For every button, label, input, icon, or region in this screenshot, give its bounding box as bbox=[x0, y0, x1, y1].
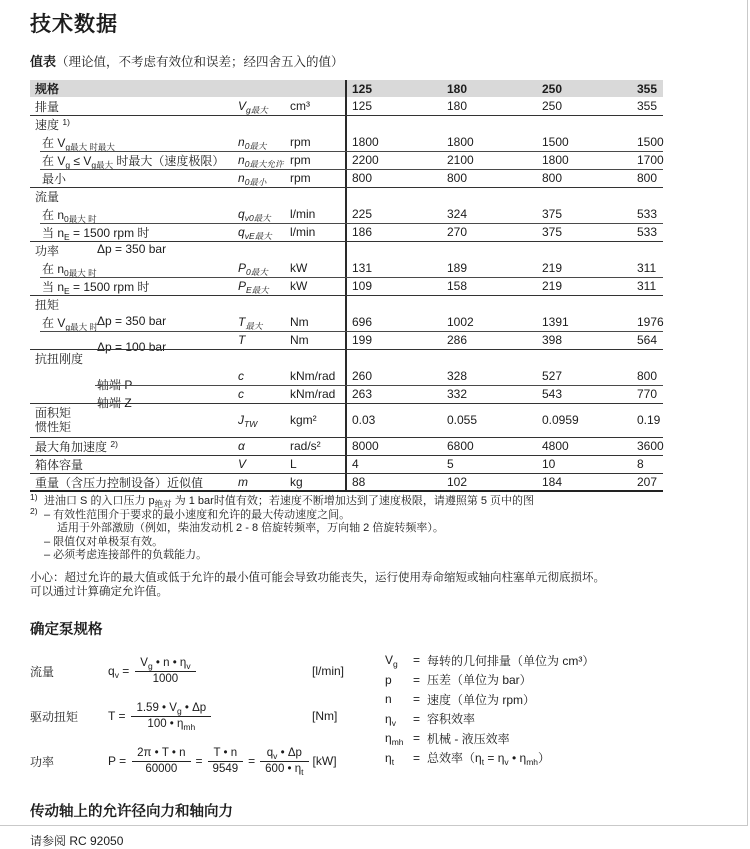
table-section-power bbox=[30, 241, 663, 259]
row-value: 696 bbox=[352, 315, 373, 329]
row-label: 最大角加速度 $^{2)}$ bbox=[35, 438, 118, 454]
row-unit: kW bbox=[290, 279, 308, 293]
row-label: 在 $V_{g最大 时}$ Δp = 350 bar bbox=[42, 313, 167, 332]
table-section-torsional-stiffness bbox=[30, 349, 663, 367]
forces-heading: 传动轴上的允许径向力和轴向力 bbox=[30, 803, 233, 820]
row-value: 564 bbox=[637, 333, 658, 347]
row-symbol: $n_{0最大允许}$ bbox=[238, 153, 284, 169]
table-row-speed-limit bbox=[30, 151, 663, 169]
table-row-displacement bbox=[30, 97, 663, 115]
row-label: 在 $n_{0最大 时}$ bbox=[42, 261, 97, 278]
formula-torque bbox=[30, 694, 385, 739]
formula-column bbox=[30, 649, 385, 784]
legend-row-eta-v: $\eta_v$ = 容积效率 bbox=[385, 711, 476, 728]
footnote-2-line: 适用于外部激励（例如，柴油发动机 2 - 8 倍旋转频率，万向轴 2 倍旋转频率）。 bbox=[57, 522, 444, 534]
row-unit: kg bbox=[290, 475, 303, 489]
row-value: 199 bbox=[352, 333, 373, 347]
row-value: 375 bbox=[542, 225, 563, 239]
row-value: 398 bbox=[542, 333, 563, 347]
row-value: 109 bbox=[352, 279, 373, 293]
row-unit: rad/s² bbox=[290, 439, 321, 453]
row-value: 158 bbox=[447, 279, 468, 293]
table-section-speed bbox=[30, 115, 663, 133]
section-label: 功率 Δp = 350 bar bbox=[35, 241, 167, 258]
section-label: 扭矩 bbox=[35, 297, 60, 312]
formula-flow-unit: [l/min] bbox=[312, 664, 345, 678]
table-row-speed-min bbox=[30, 169, 663, 187]
row-value: 375 bbox=[542, 207, 563, 221]
row-unit: Nm bbox=[290, 333, 309, 347]
footnote-2 bbox=[30, 505, 720, 563]
row-label: 箱体容量 bbox=[35, 457, 84, 472]
row-value: 4800 bbox=[542, 439, 569, 453]
row-value: 131 bbox=[352, 261, 373, 275]
row-value: 1002 bbox=[447, 315, 474, 329]
row-symbol: $q_{v0最大}$ bbox=[238, 207, 271, 223]
table-row-torque-100bar bbox=[30, 331, 663, 354]
row-value: 88 bbox=[352, 475, 366, 489]
row-symbol: c bbox=[238, 387, 244, 401]
row-value: 1391 bbox=[542, 315, 569, 329]
row-value: 8 bbox=[637, 457, 644, 471]
row-value: 1500 bbox=[637, 135, 664, 149]
row-value: 355 bbox=[637, 99, 658, 113]
footnote-1 bbox=[30, 492, 720, 509]
row-value: 186 bbox=[352, 225, 373, 239]
row-value: 10 bbox=[542, 457, 556, 471]
row-symbol: $P_{E最大}$ bbox=[238, 279, 269, 295]
row-value: 1800 bbox=[352, 135, 379, 149]
header-size-355: 355 bbox=[637, 81, 658, 96]
row-sublabel: Δp = 350 bar bbox=[97, 313, 167, 328]
formula-power-lhs: P = bbox=[108, 754, 127, 768]
formula-flow bbox=[30, 649, 385, 694]
table-row-weight bbox=[30, 473, 663, 491]
row-symbol: V bbox=[238, 457, 247, 471]
row-symbol: m bbox=[238, 475, 248, 489]
row-value: 1800 bbox=[542, 153, 569, 167]
header-size-125: 125 bbox=[352, 81, 373, 96]
formula-torque-fraction: $\frac{1.59 • V_g • \Delta p}{100 • \eta_{mh}}$ bbox=[131, 701, 211, 732]
forces-reference: 请参阅 RC 92050 bbox=[30, 833, 124, 848]
formula-torque-unit: [Nm] bbox=[312, 709, 338, 723]
header-label: 规格 bbox=[35, 82, 60, 96]
legend-row-n: n = 速度（单位为 rpm） bbox=[385, 692, 536, 707]
row-unit: kW bbox=[290, 261, 308, 275]
header-size-250: 250 bbox=[542, 81, 563, 96]
row-value: 0.19 bbox=[637, 413, 661, 427]
row-value: 4 bbox=[352, 457, 359, 471]
table-row-flow-at-1500 bbox=[30, 223, 663, 241]
row-value: 770 bbox=[637, 387, 658, 401]
row-value: 0.055 bbox=[447, 413, 478, 427]
table-row-flow-at-nmax bbox=[30, 205, 663, 223]
row-unit: cm³ bbox=[290, 99, 310, 113]
table-caption-rest: （理论值，不考虑有效位和误差；经四舍五入的值） bbox=[56, 55, 344, 69]
table-row-angular-acceleration bbox=[30, 437, 663, 455]
row-sublabel: 轴端 Z bbox=[97, 396, 132, 410]
row-unit: l/min bbox=[290, 207, 316, 221]
table-row-speed-max bbox=[30, 133, 663, 151]
page-title: 技术数据 bbox=[30, 13, 118, 36]
row-label: 最小 bbox=[42, 171, 67, 186]
row-value: 250 bbox=[542, 99, 563, 113]
row-value: 219 bbox=[542, 261, 563, 275]
legend-row-eta-t: $\eta_t$ = 总效率（$\eta_t = \eta_v$ • $\eta_{mh}$） bbox=[385, 750, 551, 768]
row-value: 800 bbox=[637, 171, 658, 185]
section-label: 流量 bbox=[35, 189, 60, 204]
row-label: 在 $n_{0最大 时}$ bbox=[42, 207, 97, 224]
table-section-torque bbox=[30, 295, 663, 313]
legend-row-eta-mh: $\eta_{mh}$ = 机械 - 液压效率 bbox=[385, 731, 510, 748]
row-label: 面积矩 惯性矩 bbox=[35, 406, 72, 434]
table-row-power-at-1500 bbox=[30, 277, 663, 295]
table-row-case-volume bbox=[30, 455, 663, 473]
section-label: 速度 $^{1)}$ bbox=[35, 116, 70, 132]
row-value: 3600 bbox=[637, 439, 664, 453]
row-symbol: $n_{0最大}$ bbox=[238, 135, 267, 151]
spec-table bbox=[30, 80, 663, 491]
formula-flow-label: 流量 bbox=[30, 664, 55, 679]
row-value: 184 bbox=[542, 475, 563, 489]
row-value: 180 bbox=[447, 99, 468, 113]
formula-power-label: 功率 bbox=[30, 754, 55, 769]
row-label: 在 $V_g \le V_{g最大}$ 时最大（速度极限） bbox=[42, 153, 225, 170]
row-label: 重量（含压力控制设备）近似值 bbox=[35, 475, 204, 490]
formula-torque-label: 驱动扭矩 bbox=[30, 709, 79, 724]
row-value: 543 bbox=[542, 387, 563, 401]
row-sublabel: 轴端 P bbox=[97, 378, 133, 392]
row-value: 800 bbox=[637, 369, 658, 383]
row-symbol: $T_{最大}$ bbox=[238, 315, 263, 331]
row-value: 6800 bbox=[447, 439, 474, 453]
formula-power-fraction-3: $\frac{q_v • \Delta p}{600 • \eta_t}$ bbox=[260, 746, 308, 777]
row-symbol: $n_{0最小}$ bbox=[238, 171, 267, 187]
row-value: 5 bbox=[447, 457, 454, 471]
row-label: 当 $n_E = 1500$ rpm 时 bbox=[42, 225, 150, 242]
table-caption-bold: 值表 bbox=[30, 54, 57, 69]
row-sublabel: Δp = 100 bar bbox=[97, 340, 167, 354]
row-value: 2200 bbox=[352, 153, 379, 167]
section-sublabel: Δp = 350 bar bbox=[97, 241, 167, 256]
row-value: 219 bbox=[542, 279, 563, 293]
row-value: 533 bbox=[637, 225, 658, 239]
row-value: 2100 bbox=[447, 153, 474, 167]
row-value: 8000 bbox=[352, 439, 379, 453]
row-unit: L bbox=[290, 457, 297, 471]
row-value: 270 bbox=[447, 225, 468, 239]
row-label: 当 $n_E = 1500$ rpm 时 bbox=[42, 279, 150, 296]
row-value: 102 bbox=[447, 475, 468, 489]
row-value: 1976 bbox=[637, 315, 664, 329]
row-value: 311 bbox=[637, 261, 657, 275]
formula-power-fraction-1: $\frac{2\pi • T • n}{60000}$ bbox=[132, 746, 190, 777]
row-value: 263 bbox=[352, 387, 373, 401]
row-value: 125 bbox=[352, 99, 373, 113]
footnote-2-lines bbox=[44, 509, 444, 563]
row-value: 189 bbox=[447, 261, 468, 275]
caution-line-1: 小心：超过允许的最大值或低于允许的最小值可能会导致功能丧失，运行使用寿命缩短或轴向柱塞单元彻底损坏。 bbox=[30, 571, 605, 584]
row-value: 324 bbox=[447, 207, 468, 221]
formula-flow-fraction: $\frac{V_g • n • \eta_v}{1000}$ bbox=[135, 656, 195, 687]
row-symbol: $P_{0最大}$ bbox=[238, 261, 268, 277]
row-symbol: α bbox=[238, 439, 245, 453]
formula-power bbox=[30, 739, 385, 784]
row-value: 225 bbox=[352, 207, 373, 221]
row-symbol: c bbox=[238, 369, 244, 383]
legend-row-p: p = 压差（单位为 bar） bbox=[385, 672, 532, 688]
row-symbol: $J_{TW}$ bbox=[238, 413, 258, 429]
caution-note bbox=[30, 571, 720, 600]
row-value: 332 bbox=[447, 387, 468, 401]
row-value: 0.03 bbox=[352, 413, 376, 427]
row-unit: kgm² bbox=[290, 413, 317, 427]
row-value: 207 bbox=[637, 475, 658, 489]
formula-flow-lhs: $q_v$ = bbox=[108, 664, 130, 680]
row-value: 311 bbox=[637, 279, 657, 293]
row-value: 800 bbox=[352, 171, 373, 185]
row-symbol: T bbox=[238, 333, 246, 347]
table-row-stiffness-shaft-z bbox=[30, 385, 663, 410]
row-value: 527 bbox=[542, 369, 563, 383]
table-row-power-at-nmax bbox=[30, 259, 663, 277]
row-value: 260 bbox=[352, 369, 373, 383]
section-label: 抗扭刚度 bbox=[35, 351, 84, 366]
row-unit: rpm bbox=[290, 135, 311, 149]
table-row-torque-350bar bbox=[30, 313, 663, 331]
caution-line-2: 可以通过计算确定允许值。 bbox=[30, 586, 168, 598]
symbol-legend bbox=[385, 649, 594, 784]
footnote-2-line: – 必须考虑连接部件的负载能力。 bbox=[44, 549, 208, 561]
row-value: 328 bbox=[447, 369, 468, 383]
row-value: 533 bbox=[637, 207, 658, 221]
row-symbol: $V_{g最大}$ bbox=[238, 99, 268, 115]
equals-sign: = bbox=[248, 754, 256, 768]
formula-power-fraction-2: $\frac{T • n}{9549}$ bbox=[208, 746, 244, 777]
legend-row-vg: $V_g$ = 每转的几何排量（单位为 cm³） bbox=[385, 653, 595, 670]
row-unit: kNm/rad bbox=[290, 387, 336, 401]
footnotes bbox=[30, 492, 720, 563]
row-unit: kNm/rad bbox=[290, 369, 336, 383]
table-caption bbox=[30, 51, 747, 70]
row-unit: Nm bbox=[290, 315, 309, 329]
table-row-moment-of-inertia bbox=[30, 403, 663, 437]
footnote-1-text: 进油口 S 的入口压力 $p_{绝对}$ 为 1 bar时值有效；若速度不断增加达到了速度极限，请遵照第 5 页中的图 bbox=[44, 495, 535, 509]
formula-power-unit: [kW] bbox=[312, 754, 337, 768]
footnote-2-line: – 限值仅对单极泵有效。 bbox=[44, 535, 164, 548]
equals-sign: = bbox=[195, 754, 203, 768]
table-section-flow bbox=[30, 187, 663, 205]
row-label: 在 $V_{g最大 时最大}$ bbox=[42, 135, 115, 152]
row-value: 1800 bbox=[447, 135, 474, 149]
row-unit: rpm bbox=[290, 153, 311, 167]
pump-spec-heading: 确定泵规格 bbox=[30, 621, 103, 638]
row-value: 800 bbox=[447, 171, 468, 185]
table-row-stiffness-shaft-p bbox=[30, 367, 663, 392]
row-value: 800 bbox=[542, 171, 563, 185]
footnote-2-line: – 有效性范围介于要求的最小速度和允许的最大传动速度之间。 bbox=[44, 508, 351, 521]
row-symbol: $q_{vE最大}$ bbox=[238, 225, 272, 241]
footnote-1-marker: 1) bbox=[30, 492, 38, 502]
footnote-2-marker: 2) bbox=[30, 505, 38, 516]
formula-torque-lhs: T = bbox=[108, 709, 126, 723]
row-unit: l/min bbox=[290, 225, 316, 239]
row-value: 1700 bbox=[637, 153, 664, 167]
formulas-section bbox=[30, 649, 747, 784]
row-value: 286 bbox=[447, 333, 468, 347]
row-value: 1500 bbox=[542, 135, 569, 149]
row-label: 排量 bbox=[35, 99, 60, 114]
row-unit: rpm bbox=[290, 171, 311, 185]
row-value: 0.0959 bbox=[542, 413, 579, 427]
header-size-180: 180 bbox=[447, 81, 468, 96]
